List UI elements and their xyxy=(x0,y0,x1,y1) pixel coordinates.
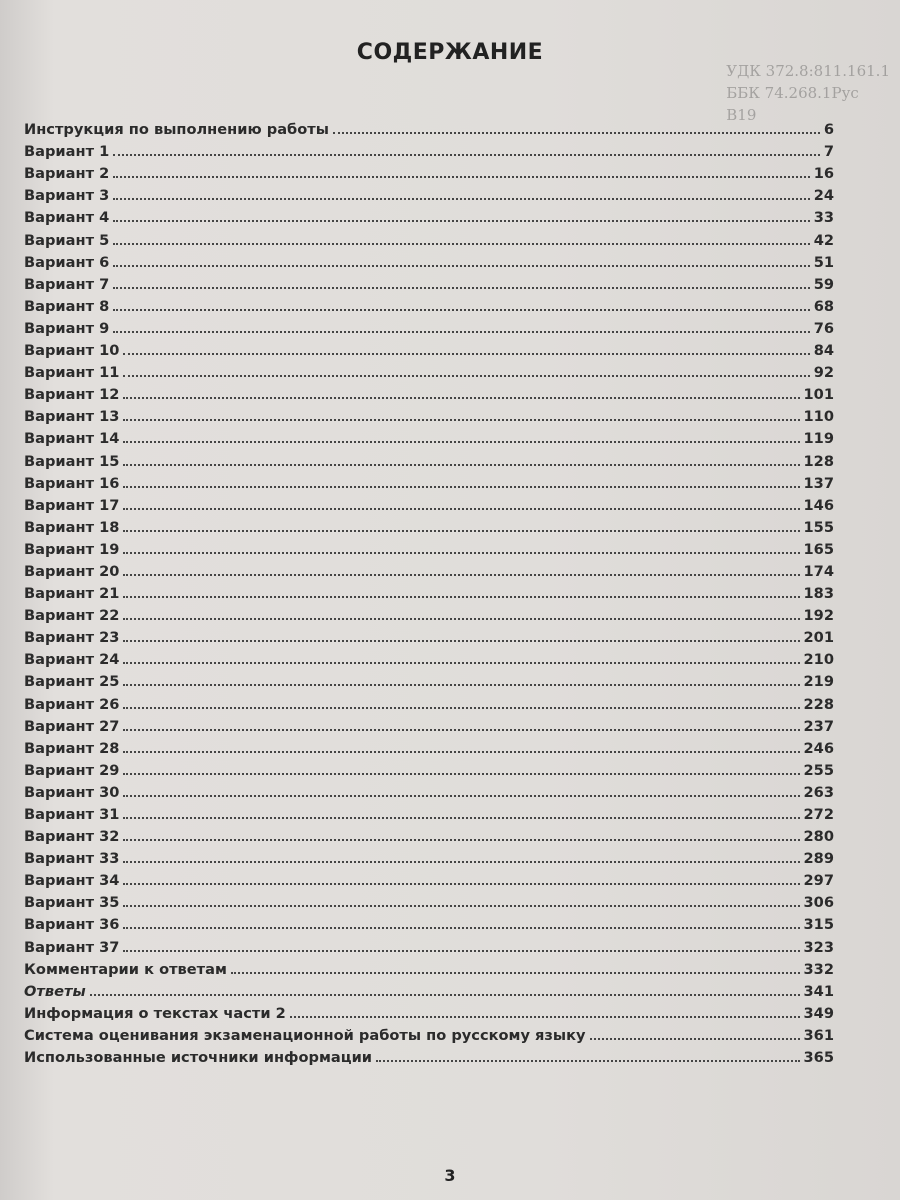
toc-entry[interactable] xyxy=(24,602,834,624)
toc-entry[interactable] xyxy=(24,956,834,978)
toc-entry[interactable] xyxy=(24,514,834,536)
toc-entry-label: Вариант 30 xyxy=(24,783,120,801)
dot-leader xyxy=(90,993,800,996)
toc-entry-label: Вариант 35 xyxy=(24,894,120,912)
dot-leader xyxy=(123,661,799,664)
dot-leader xyxy=(123,463,799,466)
toc-entry-page: 16 xyxy=(813,165,834,183)
toc-entry-label: Ответы xyxy=(24,982,86,1000)
toc-entry-label: Вариант 31 xyxy=(24,806,120,823)
toc-entry[interactable] xyxy=(24,182,834,204)
toc-entry-page: 361 xyxy=(803,1026,834,1044)
toc-entry[interactable] xyxy=(24,735,834,757)
dot-leader xyxy=(123,949,799,952)
toc-entry-label: Вариант 36 xyxy=(24,916,120,934)
toc-entry-page: 332 xyxy=(803,960,834,978)
toc-entry[interactable] xyxy=(24,1000,834,1022)
toc-entry-label: Вариант 37 xyxy=(24,938,120,956)
toc-entry[interactable] xyxy=(24,359,834,381)
toc-entry-page: 128 xyxy=(803,452,834,470)
dot-leader xyxy=(123,706,799,709)
dot-leader xyxy=(123,418,799,421)
toc-entry-label: Вариант 4 xyxy=(24,209,110,227)
toc-entry-page: 165 xyxy=(803,540,834,558)
toc-entry-label: Вариант 5 xyxy=(24,231,110,249)
toc-entry[interactable] xyxy=(24,779,834,801)
dot-leader xyxy=(123,926,799,929)
toc-entry-label: Вариант 20 xyxy=(24,562,120,580)
dot-leader xyxy=(113,242,809,245)
toc-entry[interactable] xyxy=(24,801,834,823)
dot-leader xyxy=(123,507,799,510)
toc-entry-label: Вариант 32 xyxy=(24,828,120,846)
toc-entry-label: Вариант 21 xyxy=(24,585,120,603)
toc-entry-label: Вариант 29 xyxy=(24,761,120,779)
dot-leader xyxy=(113,219,809,222)
toc-entry-label: Вариант 34 xyxy=(24,872,120,890)
toc-entry-label: Вариант 9 xyxy=(24,319,110,337)
toc-entry[interactable] xyxy=(24,138,834,160)
toc-entry-label: Вариант 10 xyxy=(24,342,120,360)
toc-entry-label: Инструкция по выполнению работы xyxy=(24,121,329,139)
toc-entry[interactable] xyxy=(24,271,834,293)
bleed-line: В19 xyxy=(726,106,757,124)
toc-entry-page: 228 xyxy=(803,695,834,713)
toc-entry[interactable] xyxy=(24,580,834,602)
toc-entry[interactable] xyxy=(24,757,834,779)
toc-entry-page: 289 xyxy=(803,850,834,868)
dot-leader xyxy=(123,374,809,377)
page-title: СОДЕРЖАНИЕ xyxy=(356,40,544,65)
toc-entry[interactable] xyxy=(24,337,834,359)
toc-entry-page: 146 xyxy=(803,496,834,514)
dot-leader xyxy=(113,308,809,311)
dot-leader xyxy=(123,728,799,731)
toc-entry[interactable] xyxy=(24,845,834,867)
dot-leader xyxy=(123,396,799,399)
toc-entry-page: 192 xyxy=(803,607,834,625)
toc-entry-page: 183 xyxy=(803,585,834,603)
toc-entry-page: 51 xyxy=(813,253,834,271)
bleed-line: УДК 372.8:811.161.1 xyxy=(726,62,890,80)
toc-entry-label: Вариант 26 xyxy=(24,695,120,713)
toc-entry[interactable] xyxy=(24,867,834,889)
dot-leader xyxy=(123,750,799,753)
toc-entry-page: 349 xyxy=(803,1004,834,1022)
toc-entry-label: Система оценивания экзаменационной работы по русскому языку xyxy=(24,1026,586,1044)
toc-entry-page: 297 xyxy=(803,872,834,890)
toc-entry-label: Вариант 2 xyxy=(24,165,110,183)
dot-leader xyxy=(113,197,809,200)
toc-entry[interactable] xyxy=(24,160,834,182)
toc-entry[interactable] xyxy=(24,911,834,933)
toc-entry[interactable] xyxy=(24,690,834,712)
dot-leader xyxy=(113,264,809,267)
toc-entry[interactable] xyxy=(24,536,834,558)
toc-entry-page: 24 xyxy=(813,187,834,205)
toc-entry-label: Вариант 1 xyxy=(24,143,110,161)
toc-entry-label: Вариант 13 xyxy=(24,408,120,426)
toc-entry[interactable] xyxy=(24,293,834,315)
dot-leader xyxy=(231,971,800,974)
toc-entry-page: 255 xyxy=(803,761,834,779)
dot-leader xyxy=(123,551,799,554)
toc-entry-page: 263 xyxy=(803,783,834,801)
toc-entry-page: 84 xyxy=(813,342,834,360)
dot-leader xyxy=(123,794,799,797)
dot-leader xyxy=(123,816,799,819)
dot-leader xyxy=(113,175,809,178)
toc-entry-label: Вариант 19 xyxy=(24,540,120,558)
toc-entry[interactable] xyxy=(24,492,834,514)
toc-entry[interactable] xyxy=(24,668,834,690)
toc-entry-page: 110 xyxy=(803,408,834,426)
toc-entry-label: Вариант 11 xyxy=(24,364,120,382)
toc-entry[interactable] xyxy=(24,558,834,580)
toc-entry[interactable] xyxy=(24,1022,834,1044)
toc-entry-page: 42 xyxy=(813,231,834,249)
toc-entry-page: 280 xyxy=(803,828,834,846)
dot-leader xyxy=(123,529,799,532)
toc-entry-page: 76 xyxy=(813,319,834,337)
toc-entry-label: Вариант 22 xyxy=(24,607,120,625)
dot-leader xyxy=(123,639,799,642)
toc-entry-page: 201 xyxy=(803,629,834,647)
toc-entry-page: 365 xyxy=(803,1049,834,1067)
toc-entry-label: Вариант 28 xyxy=(24,739,120,757)
dot-leader xyxy=(123,617,799,620)
dot-leader xyxy=(123,882,799,885)
toc-entry-page: 174 xyxy=(803,562,834,580)
dot-leader xyxy=(333,131,820,134)
dot-leader xyxy=(290,1015,800,1018)
toc-entry[interactable] xyxy=(24,646,834,668)
toc-entry-page: 315 xyxy=(803,916,834,934)
toc-entry-label: Вариант 7 xyxy=(24,275,110,293)
toc-entry[interactable] xyxy=(24,889,834,911)
dot-leader xyxy=(123,772,799,775)
toc-entry[interactable] xyxy=(24,116,834,138)
table-of-contents xyxy=(24,116,834,1066)
toc-entry[interactable] xyxy=(24,713,834,735)
toc-entry[interactable] xyxy=(24,315,834,337)
toc-entry[interactable] xyxy=(24,249,834,271)
toc-entry-page: 237 xyxy=(803,717,834,735)
toc-entry[interactable] xyxy=(24,823,834,845)
toc-entry-label: Вариант 18 xyxy=(24,518,120,536)
toc-entry-page: 246 xyxy=(803,739,834,757)
toc-entry-label: Вариант 25 xyxy=(24,673,120,691)
toc-entry-page: 341 xyxy=(803,982,834,1000)
dot-leader xyxy=(113,330,809,333)
toc-entry-label: Вариант 16 xyxy=(24,474,120,492)
dot-leader xyxy=(123,440,799,443)
toc-entry-label: Вариант 6 xyxy=(24,253,110,271)
toc-entry-label: Вариант 12 xyxy=(24,386,120,404)
toc-entry-label: Вариант 15 xyxy=(24,452,120,470)
toc-entry-page: 323 xyxy=(803,938,834,956)
toc-entry-label: Комментарии к ответам xyxy=(24,960,227,978)
toc-entry[interactable] xyxy=(24,978,834,1000)
toc-entry-label: Вариант 17 xyxy=(24,496,120,514)
toc-entry-label: Использованные источники информации xyxy=(24,1049,373,1067)
dot-leader xyxy=(123,904,799,907)
toc-entry[interactable] xyxy=(24,403,834,425)
toc-entry-page: 6 xyxy=(823,121,834,139)
toc-entry[interactable] xyxy=(24,624,834,646)
toc-entry[interactable] xyxy=(24,470,834,492)
toc-entry-label: Вариант 8 xyxy=(24,297,110,315)
toc-entry-page: 101 xyxy=(803,386,834,404)
toc-entry-page: 68 xyxy=(813,297,834,315)
dot-leader xyxy=(376,1059,800,1062)
toc-entry-label: Вариант 24 xyxy=(24,651,120,669)
toc-entry-page: 92 xyxy=(813,364,834,382)
page-number: 3 xyxy=(444,1166,456,1185)
toc-entry-page: 137 xyxy=(803,474,834,492)
toc-entry-page: 272 xyxy=(803,806,834,823)
toc-entry-label: Информация о текстах части 2 xyxy=(24,1004,286,1022)
toc-entry-page: 306 xyxy=(803,894,834,912)
dot-leader xyxy=(123,485,799,488)
toc-entry-page: 33 xyxy=(813,209,834,227)
dot-leader xyxy=(123,838,799,841)
dot-leader xyxy=(123,595,799,598)
bleed-line: ББК 74.268.1Рус xyxy=(726,84,859,102)
toc-entry-label: Вариант 23 xyxy=(24,629,120,647)
toc-entry-page: 7 xyxy=(823,143,834,161)
toc-entry-page: 155 xyxy=(803,518,834,536)
toc-entry[interactable] xyxy=(24,447,834,469)
dot-leader xyxy=(123,683,799,686)
dot-leader xyxy=(123,860,799,863)
toc-entry[interactable] xyxy=(24,1044,834,1066)
toc-entry[interactable] xyxy=(24,425,834,447)
dot-leader xyxy=(590,1037,800,1040)
toc-entry-page: 119 xyxy=(803,430,834,448)
toc-entry[interactable] xyxy=(24,381,834,403)
toc-entry-page: 59 xyxy=(813,275,834,293)
dot-leader xyxy=(113,286,809,289)
toc-entry-label: Вариант 27 xyxy=(24,717,120,735)
toc-entry-label: Вариант 33 xyxy=(24,850,120,868)
toc-entry-label: Вариант 14 xyxy=(24,430,120,448)
toc-entry[interactable] xyxy=(24,933,834,955)
dot-leader xyxy=(113,153,820,156)
toc-entry[interactable] xyxy=(24,204,834,226)
toc-entry-label: Вариант 3 xyxy=(24,187,110,205)
toc-entry-page: 219 xyxy=(803,673,834,691)
toc-entry[interactable] xyxy=(24,226,834,248)
dot-leader xyxy=(123,352,809,355)
toc-entry-page: 210 xyxy=(803,651,834,669)
dot-leader xyxy=(123,573,799,576)
